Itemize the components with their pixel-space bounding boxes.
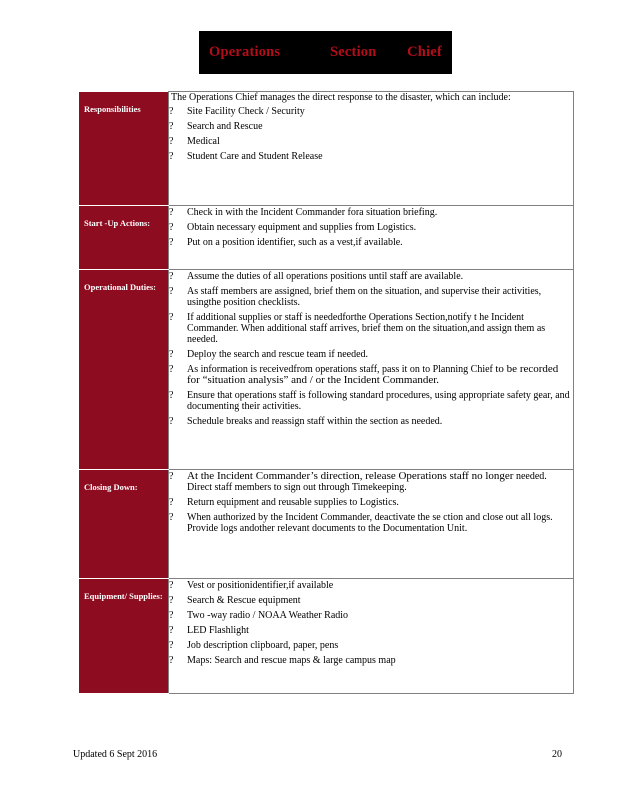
list-item [169, 286, 573, 308]
list-item [169, 640, 573, 651]
list-item [169, 610, 573, 621]
list-item [169, 625, 573, 636]
section-content [169, 206, 574, 270]
bullet-glyph: ? [169, 312, 174, 323]
list-item [169, 655, 573, 666]
section-label: Operational Duties: [84, 282, 157, 292]
list-item [169, 106, 573, 117]
item-text: If additional supplies or staff is neededforthe Operations Section,notify t he Incident Commander. When additional staff arrives, brief them on the situation,and assign them as needed. [187, 312, 546, 345]
section-content [169, 270, 574, 470]
section-label-cell [80, 206, 169, 270]
item-text-part: As information is receivedfrom operations staff, pass it on to Planning Chief [187, 364, 493, 375]
list-item [169, 222, 573, 233]
item-text: Check in with the Incident Commander fora situation briefing. [187, 207, 438, 218]
list-item [169, 349, 573, 360]
bullet-glyph: ? [169, 655, 174, 666]
bullet-glyph: ? [169, 640, 174, 651]
section-content [169, 579, 574, 694]
item-text: When authorized by the Incident Commander, deactivate the se ction and close out all logs. Provide logs andother relevant documents to the Documentation Unit. [187, 512, 553, 534]
bullet-glyph: ? [169, 625, 174, 636]
bullet-glyph: ? [169, 136, 174, 147]
item-text: Search & Rescue equipment [187, 595, 301, 606]
list-item [169, 151, 573, 162]
bullet-glyph: ? [169, 106, 174, 117]
checklist-table [79, 91, 574, 694]
section-row-closing-down [80, 470, 574, 579]
item-text: Vest or positionidentifier,if available [187, 580, 334, 591]
section-label-cell [80, 470, 169, 579]
bullet-glyph: ? [169, 595, 174, 606]
item-text: LED Flashlight [187, 625, 249, 636]
list-item [169, 237, 573, 248]
item-text: Obtain necessary equipment and supplies from Logistics. [187, 222, 417, 233]
bullet-glyph: ? [169, 610, 174, 621]
list-item [169, 512, 573, 534]
bullet-glyph: ? [169, 207, 174, 218]
item-text: Put on a position identifier, such as a vest,if available. [187, 237, 403, 248]
item-text: Return equipment and reusable supplies to Logistics. [187, 497, 399, 508]
item-text [187, 364, 573, 386]
list-item [169, 497, 573, 508]
list-item [169, 121, 573, 132]
bullet-glyph: ? [169, 497, 174, 508]
section-label-cell [80, 92, 169, 206]
section-row-responsibilities [80, 92, 574, 206]
item-text: As staff members are assigned, brief them on the situation, and supervise their activities, usingthe position checklists. [187, 286, 542, 308]
list-item [169, 207, 573, 218]
list-item [169, 595, 573, 606]
list-item [169, 580, 573, 591]
section-row-operational-duties [80, 270, 574, 470]
bullet-glyph: ? [169, 222, 174, 233]
list-item [169, 312, 573, 345]
item-text [187, 471, 573, 493]
item-text: Two -way radio / NOAA Weather Radio [187, 610, 349, 621]
section-intro: The Operations Chief manages the direct response to the disaster, which can include: [171, 92, 511, 103]
bullet-glyph: ? [169, 349, 174, 360]
item-text: Ensure that operations staff is following standard procedures, using appropriate safety gear, and documenting their activities. [187, 390, 570, 412]
bullet-glyph: ? [169, 390, 174, 401]
list-item [169, 136, 573, 147]
item-text: Search and Rescue [187, 121, 263, 132]
bullet-glyph: ? [169, 151, 174, 162]
bullet-glyph: ? [169, 416, 174, 427]
list-item [169, 416, 573, 427]
item-text: Student Care and Student Release [187, 151, 323, 162]
list-item [169, 390, 573, 412]
section-label-cell [80, 270, 169, 470]
bullet-glyph: ? [169, 121, 174, 132]
bullet-glyph: ? [169, 271, 174, 282]
footer-updated: Updated 6 Sept 2016 [73, 749, 158, 760]
title-banner [199, 31, 452, 74]
section-label-cell [80, 579, 169, 694]
page-title: Operations Section Chief [209, 44, 442, 60]
item-text: Assume the duties of all operations positions until staff are available. [187, 271, 464, 282]
item-text: Schedule breaks and reassign staff within the section as needed. [187, 416, 443, 427]
section-label: Responsibilities [84, 103, 141, 114]
item-text-emphasis: to be recorded for “situation analysis” and / or the Incident Commander. [187, 363, 559, 386]
section-row-start-up [80, 206, 574, 270]
item-text-part: needed. Direct staff members to sign out through Timekeeping. [187, 471, 547, 493]
item-text: Site Facility Check / Security [187, 106, 305, 117]
section-content [169, 92, 574, 206]
bullet-glyph: ? [169, 364, 174, 375]
item-text-emphasis: At the Incident Commander’s direction, release Operations staff no longer [187, 470, 514, 482]
bullet-glyph: ? [169, 286, 174, 297]
section-label: Closing Down: [84, 482, 138, 492]
item-text: Medical [187, 136, 220, 147]
list-item [169, 471, 573, 493]
list-item [169, 271, 573, 282]
item-text: Job description clipboard, paper, pens [187, 640, 339, 651]
item-text: Maps: Search and rescue maps & large campus map [187, 655, 396, 666]
bullet-glyph: ? [169, 237, 174, 248]
list-item [169, 364, 573, 386]
section-content [169, 470, 574, 579]
section-row-equipment [80, 579, 574, 694]
footer-page-number: 20 [552, 749, 562, 760]
section-label: Start -Up Actions: [84, 218, 151, 228]
bullet-glyph: ? [169, 512, 174, 523]
item-text: Deploy the search and rescue team if needed. [187, 349, 369, 360]
bullet-glyph: ? [169, 471, 174, 482]
bullet-glyph: ? [169, 580, 174, 591]
section-label: Equipment/ Supplies: [84, 591, 163, 601]
